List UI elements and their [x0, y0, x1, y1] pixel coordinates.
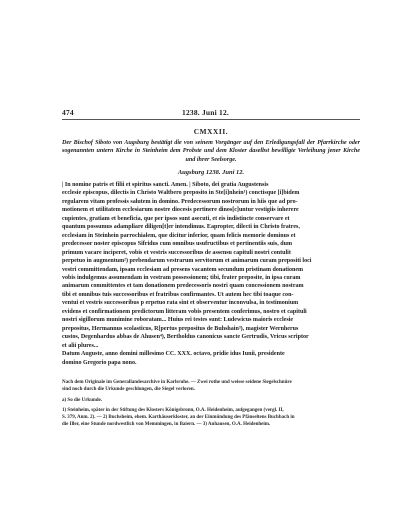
text-line: custos, Degenhardus abbas de Ahusen⁴), Bertholdus canonicus sancte Gertrudis, Vricus scriptor	[62, 334, 309, 341]
text-line: animarum committentes et tam donationem predecessoris nostri quam concessionem nostram	[62, 283, 304, 290]
text-line: predecessor noster episcopus Sifridus cum omnibus usufructibus et pertinentiis suis, dum	[62, 241, 292, 248]
text-line: et alii plures...	[62, 342, 99, 349]
text-line: tibi et omnibus tuis successoribus et fratribus confirmantes. Ut autem hec tibi toaque con-	[62, 291, 294, 298]
text-line: vobis indulgemus assumendam in vestram possessionem; tibi, frater preposite, in ipsa curam	[62, 274, 301, 281]
text-line: regularem vitam professis salutem in domino. Predecessorum nostrorum in hiis que ad pro-	[62, 198, 298, 205]
document-summary: Der Bischof Siboto von Augsburg bestätigt die von seinem Vorgänger auf den Erledigungsfall der Pfarrkirche oder sogenannten untern Kirche in Steinheim dem Probste und dem Kloster daselbst bewilligte Verleihung jener Kirche und ihrer Seelsorge.	[62, 140, 360, 163]
text-line: perpetuo in augmentum²) prebendarum vestrarum servitorum et animarum curam prepositi loci	[62, 258, 312, 265]
text-line: Datum Auguste, anno domini millesimo CC. XXX. octavo, pridie idus Iunii, presidente	[62, 351, 285, 358]
header-rule	[62, 119, 360, 120]
footnote-line: S. 379, Anm. 2). — 2) Buchsheim, ehem. Karthäuserkloster, an der Einmündung des Pfänseltens Buchbach in	[62, 415, 295, 421]
source-note-line: Nach dem Originale im Generallandesarchive in Karlsruhe. — Zwei rothe und weisse seidene Siegelschnüre	[62, 380, 292, 385]
page-header	[62, 108, 360, 120]
text-line: motionem et utilitatem ecclesiarum nostre diocesis pertinere dinos[c]untur vestigiis inherere	[62, 207, 299, 214]
place-date: Augsburg 1238. Juni 12.	[177, 169, 245, 176]
text-line: ecclesiam in Steinhein parrochialem, que dicitur inferior, quam felicis memorie dominus et	[62, 232, 296, 239]
text-line: domino Gregorio papa nono.	[62, 359, 137, 366]
text-line: evidens et confirmationem predictorum litteram vobis presentem conferimus, nostro et capituli	[62, 308, 307, 315]
text-line: ecclesie episcopus, dilectis in Christo Waltbero preposito in Ste[i]nhein¹) conctisque [i]bidem	[62, 190, 300, 197]
text-line: quantum possumus adampliare diligen[t]er intendimus. Eapropter, dilecti in Christo fratres,	[62, 224, 300, 231]
footnote-line: die Iller, eine Stunde nordwestlich von Memmingen, in Baiern. — 3) Anhausen, O.A. Heidenheim.	[62, 422, 271, 428]
editorial-notes	[62, 379, 360, 429]
footnote-a: a) So die Urkunde.	[62, 397, 103, 403]
text-line: | In nomine patris et filii et spiritus sancti. Amen. | Siboto, dei gratia Augustensis	[62, 182, 269, 188]
page-number: 474	[62, 108, 74, 117]
text-line: primum vacare inciperet, vobis et vestris successoribus de assensu capituli nostri contulit	[62, 249, 291, 256]
text-line: cupientes, gratiam et beneficia, que per ipsos sunt asecuti, et eis indistincte conservare et	[62, 215, 290, 222]
source-note-line: sind noch durch die Urkunde geschlungen, die Siegel verloren.	[62, 387, 195, 393]
text-line: ventui et vestris successoribus p erpetuo rata sint et observentur inconvulsa, in testimonium	[62, 300, 299, 307]
text-line: prepositus, Hermannus scolasticus, R[pertus prepositus de Buhshain³), magister Wernherus	[62, 325, 299, 332]
charter-text	[62, 181, 360, 367]
text-line: vestri committendam, ipsam ecclesiam ad presens vacantem secundum pristinam donationem	[62, 266, 304, 273]
text-line: nostri sigillorum munimine roboratam... Huius rei testes sunt: Ludewicus maioris ecclesie	[62, 317, 294, 324]
footnote-line: 1) Steinheim, später in der Stiftung des Klosters Königsbronn, O.A. Heidenheim, aufgegangen (vergl. II,	[62, 407, 284, 413]
running-date: 1238. Juni 12.	[182, 108, 229, 117]
document-number: CMXXII.	[193, 127, 229, 136]
